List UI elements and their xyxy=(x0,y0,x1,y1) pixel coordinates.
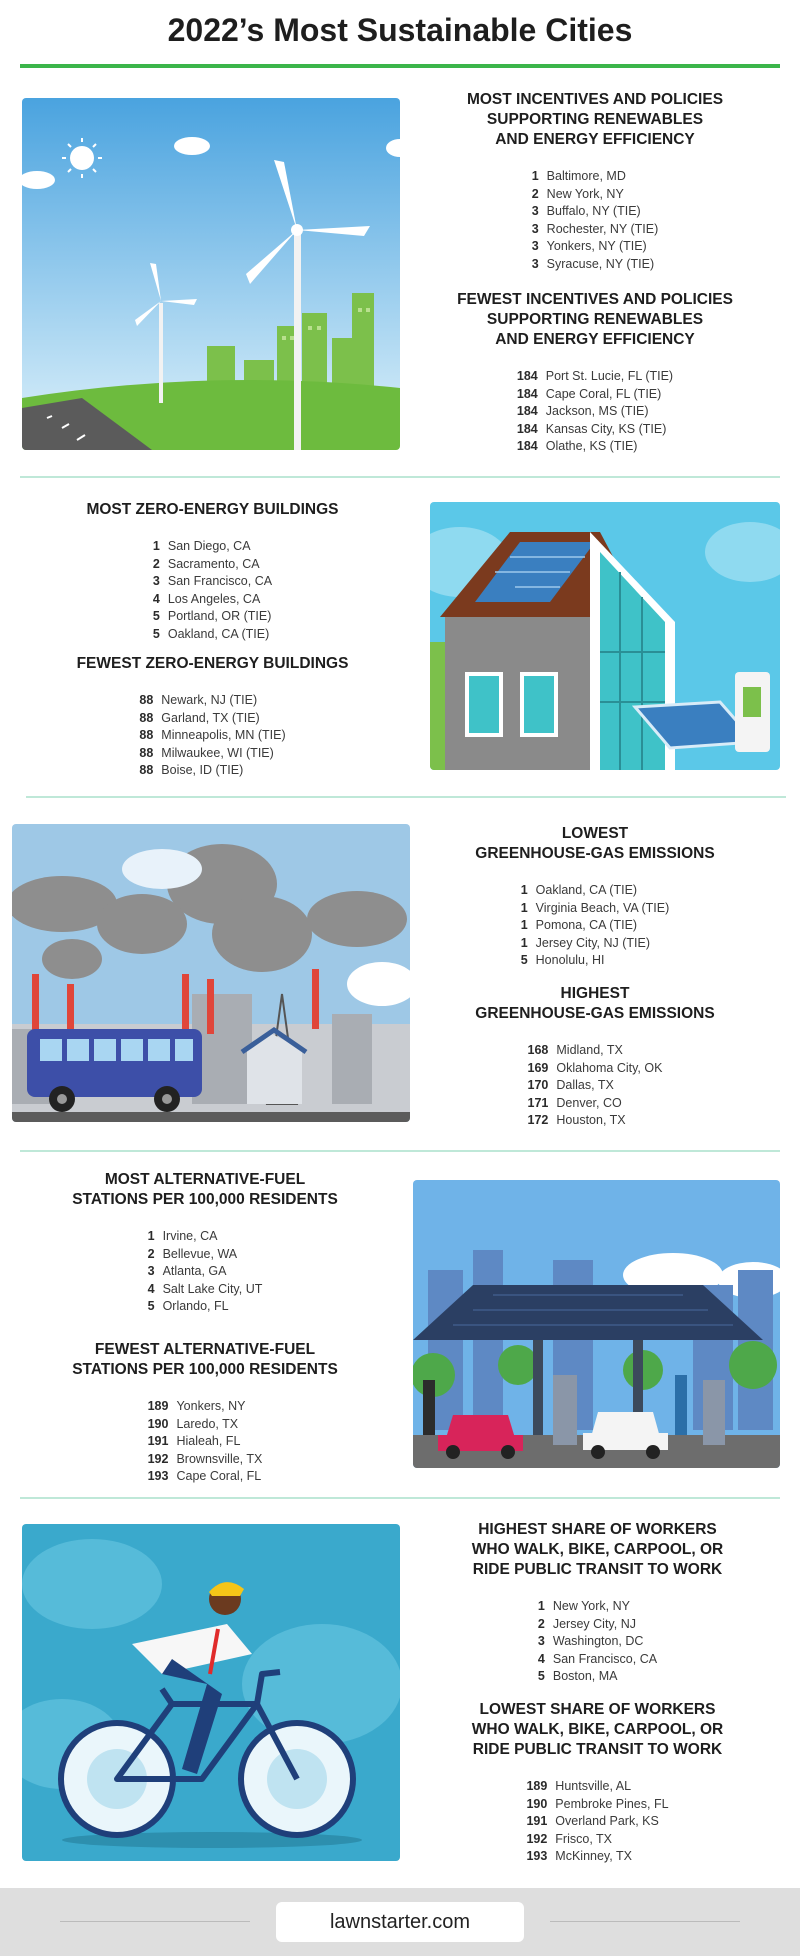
city-name: Orlando, FL xyxy=(162,1299,229,1313)
list-heading: FEWEST ALTERNATIVE-FUEL STATIONS PER 100,000 RESIDENTS xyxy=(72,1341,338,1378)
city-name: Midland, TX xyxy=(556,1043,623,1057)
list-item xyxy=(148,1398,263,1416)
list-item xyxy=(148,1298,263,1316)
list-item xyxy=(521,882,670,900)
city-name: Minneapolis, MN (TIE) xyxy=(161,728,286,742)
list-item xyxy=(148,1451,263,1469)
list-item xyxy=(526,1778,668,1796)
rank-number: 5 xyxy=(152,626,160,641)
section-divider xyxy=(20,476,780,478)
city-name: Olathe, KS (TIE) xyxy=(545,439,638,453)
rank-number: 2 xyxy=(147,1246,155,1261)
zero-energy-house-illustration xyxy=(430,502,780,770)
city-name: Rochester, NY (TIE) xyxy=(546,221,659,236)
ranking-list xyxy=(528,1042,663,1130)
city-name: Oklahoma City, OK xyxy=(556,1060,663,1075)
list-heading: LOWEST SHARE OF WORKERS WHO WALK, BIKE, CARPOOL, OR RIDE PUBLIC TRANSIT TO WORK xyxy=(471,1701,724,1758)
rank-number: 193 xyxy=(147,1469,169,1483)
rank-number: 5 xyxy=(520,953,528,967)
list-heading: MOST ZERO-ENERGY BUILDINGS xyxy=(86,501,339,518)
rank-number: 3 xyxy=(531,239,539,253)
city-name: Jersey City, NJ xyxy=(552,1616,636,1631)
section-divider xyxy=(20,1497,780,1499)
list-heading: MOST ALTERNATIVE-FUEL STATIONS PER 100,000 RESIDENTS xyxy=(72,1171,338,1208)
list-item xyxy=(532,256,659,274)
city-name: New York, NY xyxy=(546,186,624,201)
list-item xyxy=(148,1263,263,1281)
list-item xyxy=(153,608,272,626)
rank-number: 184 xyxy=(516,386,538,401)
rank-number: 2 xyxy=(531,186,539,201)
city-name: Dallas, TX xyxy=(556,1078,614,1092)
cyclist-illustration xyxy=(22,1524,400,1861)
rank-number: 1 xyxy=(520,883,528,897)
city-name: Buffalo, NY (TIE) xyxy=(546,204,641,218)
list-item xyxy=(526,1848,668,1866)
city-name: Newark, NJ (TIE) xyxy=(161,693,258,707)
list-item xyxy=(521,952,670,970)
ranking-list xyxy=(526,1778,668,1866)
list-item xyxy=(538,1598,657,1616)
city-name: Jersey City, NJ (TIE) xyxy=(535,935,651,950)
list-item xyxy=(153,556,272,574)
factory-emissions-illustration xyxy=(12,824,410,1122)
list-item xyxy=(517,403,673,421)
ranking-list xyxy=(148,1398,263,1486)
list-item xyxy=(538,1668,657,1686)
list-item xyxy=(538,1616,657,1634)
rank-number: 4 xyxy=(147,1281,155,1296)
rank-number: 5 xyxy=(152,609,160,623)
section-emissions-top xyxy=(415,824,775,970)
city-name: Houston, TX xyxy=(556,1113,626,1127)
city-name: Atlanta, GA xyxy=(162,1264,227,1278)
city-name: New York, NY xyxy=(552,1599,630,1613)
city-name: Los Angeles, CA xyxy=(167,591,261,606)
section-divider xyxy=(26,796,786,798)
rank-number: 1 xyxy=(520,935,528,950)
rank-number: 171 xyxy=(527,1095,549,1110)
rank-number: 191 xyxy=(147,1434,169,1448)
list-item xyxy=(528,1042,663,1060)
section-divider xyxy=(20,1150,780,1152)
city-name: Bellevue, WA xyxy=(162,1246,238,1261)
rank-number: 192 xyxy=(526,1831,548,1846)
rank-number: 191 xyxy=(526,1814,548,1828)
list-item xyxy=(148,1468,263,1486)
city-name: Laredo, TX xyxy=(176,1416,239,1431)
city-name: Honolulu, HI xyxy=(535,953,605,967)
list-item xyxy=(153,626,272,644)
rank-number: 88 xyxy=(139,728,154,742)
list-item xyxy=(148,1433,263,1451)
rank-number: 2 xyxy=(537,1616,545,1631)
city-name: Portland, OR (TIE) xyxy=(167,609,272,623)
section-zero-energy-bottom xyxy=(20,654,405,780)
list-item xyxy=(517,386,673,404)
rank-number: 5 xyxy=(147,1299,155,1313)
rank-number: 2 xyxy=(152,556,160,571)
city-name: Pomona, CA (TIE) xyxy=(535,918,638,932)
list-item xyxy=(148,1228,263,1246)
list-item xyxy=(528,1095,663,1113)
rank-number: 5 xyxy=(537,1669,545,1683)
brand-link[interactable]: lawnstarter.com xyxy=(276,1902,524,1942)
list-item xyxy=(153,573,272,591)
list-item xyxy=(532,186,659,204)
list-item xyxy=(521,935,670,953)
ranking-list xyxy=(139,692,285,780)
rank-number: 1 xyxy=(152,539,160,553)
rank-number: 3 xyxy=(531,204,539,218)
rank-number: 88 xyxy=(139,693,154,707)
rank-number: 4 xyxy=(152,591,160,606)
rank-number: 190 xyxy=(526,1796,548,1811)
city-name: Overland Park, KS xyxy=(555,1814,659,1828)
rank-number: 193 xyxy=(526,1849,548,1863)
rank-number: 184 xyxy=(516,439,538,453)
rank-number: 184 xyxy=(516,421,538,436)
ranking-list xyxy=(148,1228,263,1316)
list-item xyxy=(148,1246,263,1264)
section-zero-energy-top xyxy=(20,500,405,643)
footer xyxy=(0,1888,800,1956)
footer-divider xyxy=(550,1921,740,1922)
ranking-list xyxy=(521,882,670,970)
list-item xyxy=(153,591,272,609)
rank-number: 1 xyxy=(531,169,539,183)
rank-number: 3 xyxy=(537,1634,545,1648)
rank-number: 1 xyxy=(147,1229,155,1243)
city-name: Frisco, TX xyxy=(555,1831,613,1846)
rank-number: 168 xyxy=(527,1043,549,1057)
city-name: Boise, ID (TIE) xyxy=(161,763,244,777)
city-name: Cape Coral, FL xyxy=(176,1469,262,1483)
rank-number: 172 xyxy=(527,1113,549,1127)
list-item xyxy=(139,692,285,710)
city-name: Virginia Beach, VA (TIE) xyxy=(535,900,670,915)
charging-station-illustration xyxy=(413,1180,780,1468)
city-name: Irvine, CA xyxy=(162,1229,218,1243)
list-item xyxy=(139,710,285,728)
city-name: Jackson, MS (TIE) xyxy=(545,404,649,418)
city-name: Boston, MA xyxy=(552,1669,618,1683)
list-heading: HIGHEST GREENHOUSE-GAS EMISSIONS xyxy=(475,985,715,1022)
ranking-list xyxy=(538,1598,657,1686)
list-item xyxy=(532,168,659,186)
list-heading: MOST INCENTIVES AND POLICIES SUPPORTING RENEWABLES AND ENERGY EFFICIENCY xyxy=(466,91,724,148)
city-name: Oakland, CA (TIE) xyxy=(167,626,270,641)
rank-number: 170 xyxy=(527,1078,549,1092)
city-name: Washington, DC xyxy=(552,1634,644,1648)
rank-number: 3 xyxy=(147,1264,155,1278)
list-item xyxy=(139,727,285,745)
city-name: Huntsville, AL xyxy=(555,1779,632,1793)
list-item xyxy=(538,1633,657,1651)
city-name: Yonkers, NY (TIE) xyxy=(546,239,647,253)
rank-number: 88 xyxy=(139,710,154,725)
list-item xyxy=(148,1281,263,1299)
rank-number: 184 xyxy=(516,369,538,383)
city-name: Port St. Lucie, FL (TIE) xyxy=(545,369,674,383)
city-name: San Francisco, CA xyxy=(167,574,273,588)
list-item xyxy=(139,745,285,763)
rank-number: 3 xyxy=(152,574,160,588)
ranking-list xyxy=(532,168,659,273)
rank-number: 3 xyxy=(531,256,539,271)
list-heading: FEWEST ZERO-ENERGY BUILDINGS xyxy=(76,655,349,672)
section-alt-fuel-bottom xyxy=(20,1340,390,1486)
city-name: Garland, TX (TIE) xyxy=(161,710,260,725)
city-name: Kansas City, KS (TIE) xyxy=(545,421,667,436)
rank-number: 3 xyxy=(531,221,539,236)
city-name: Baltimore, MD xyxy=(546,169,626,183)
section-commute-bottom xyxy=(415,1700,780,1866)
list-item xyxy=(528,1060,663,1078)
list-item xyxy=(532,203,659,221)
list-item xyxy=(517,438,673,456)
list-item xyxy=(153,538,272,556)
list-item xyxy=(538,1651,657,1669)
list-item xyxy=(521,917,670,935)
rank-number: 88 xyxy=(139,745,154,760)
list-item xyxy=(517,421,673,439)
rank-number: 184 xyxy=(516,404,538,418)
city-name: Yonkers, NY xyxy=(176,1399,246,1413)
city-name: Brownsville, TX xyxy=(176,1451,263,1466)
list-item xyxy=(528,1077,663,1095)
rank-number: 1 xyxy=(520,918,528,932)
list-heading: FEWEST INCENTIVES AND POLICIES SUPPORTING RENEWABLES AND ENERGY EFFICIENCY xyxy=(457,291,733,348)
list-heading: HIGHEST SHARE OF WORKERS WHO WALK, BIKE, CARPOOL, OR RIDE PUBLIC TRANSIT TO WORK xyxy=(471,1521,724,1578)
list-heading: LOWEST GREENHOUSE-GAS EMISSIONS xyxy=(475,825,715,862)
list-item xyxy=(521,900,670,918)
ranking-list xyxy=(153,538,272,643)
city-name: Oakland, CA (TIE) xyxy=(535,883,638,897)
rank-number: 4 xyxy=(537,1651,545,1666)
page-title: 2022’s Most Sustainable Cities xyxy=(167,12,633,48)
section-renewables-bottom xyxy=(410,290,780,456)
rank-number: 189 xyxy=(147,1399,169,1413)
city-name: Milwaukee, WI (TIE) xyxy=(161,745,274,760)
city-name: San Francisco, CA xyxy=(552,1651,658,1666)
rank-number: 192 xyxy=(147,1451,169,1466)
rank-number: 190 xyxy=(147,1416,169,1431)
list-item xyxy=(526,1796,668,1814)
rank-number: 1 xyxy=(520,900,528,915)
list-item xyxy=(526,1831,668,1849)
title-divider xyxy=(20,64,780,68)
city-name: San Diego, CA xyxy=(167,539,251,553)
city-name: Pembroke Pines, FL xyxy=(555,1796,669,1811)
city-name: Cape Coral, FL (TIE) xyxy=(545,386,662,401)
section-emissions-bottom xyxy=(415,984,775,1130)
city-name: McKinney, TX xyxy=(555,1849,632,1863)
list-item xyxy=(532,238,659,256)
list-item xyxy=(532,221,659,239)
city-name: Syracuse, NY (TIE) xyxy=(546,256,655,271)
section-alt-fuel-top xyxy=(20,1170,390,1316)
rank-number: 189 xyxy=(526,1779,548,1793)
list-item xyxy=(517,368,673,386)
section-renewables-top xyxy=(410,90,780,273)
rank-number: 1 xyxy=(537,1599,545,1613)
city-name: Salt Lake City, UT xyxy=(162,1281,263,1296)
list-item xyxy=(148,1416,263,1434)
footer-divider xyxy=(60,1921,250,1922)
city-name: Denver, CO xyxy=(556,1095,622,1110)
ranking-list xyxy=(517,368,673,456)
city-name: Hialeah, FL xyxy=(176,1434,241,1448)
rank-number: 88 xyxy=(139,763,154,777)
wind-turbine-illustration xyxy=(22,98,400,450)
list-item xyxy=(526,1813,668,1831)
list-item xyxy=(139,762,285,780)
list-item xyxy=(528,1112,663,1130)
section-commute-top xyxy=(415,1520,780,1686)
city-name: Sacramento, CA xyxy=(167,556,260,571)
rank-number: 169 xyxy=(527,1060,549,1075)
